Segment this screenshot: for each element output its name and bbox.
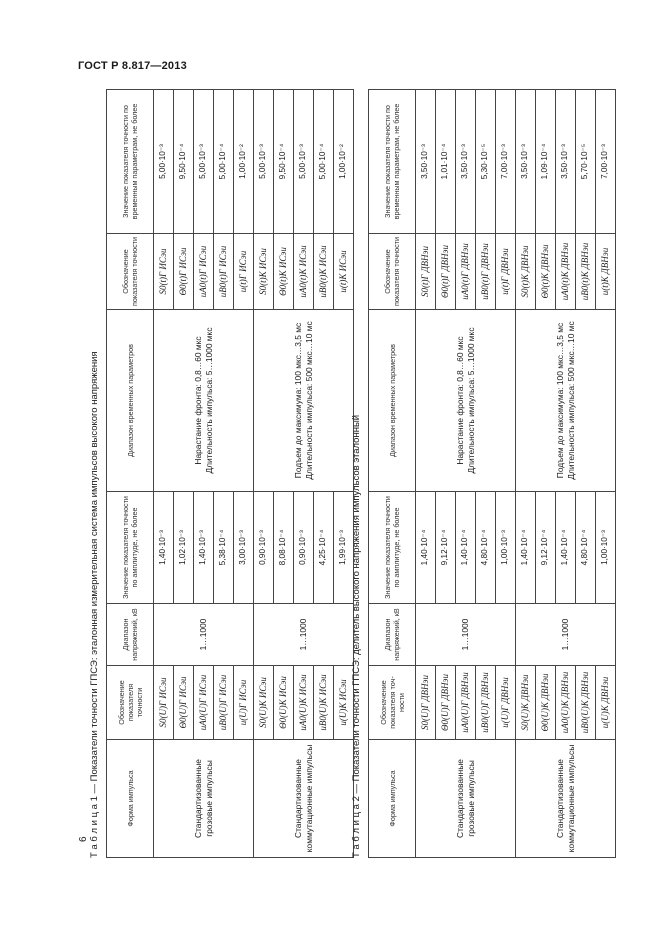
time-value-cell: 9,50·10⁻⁴ [174, 90, 194, 234]
table1-header-indicator: Обозначение показателя точности [107, 666, 154, 740]
table2-header-indicator: Обозначение показателя точ-ности [369, 666, 416, 740]
amplitude-indicator-cell: uB0(U)Г ИСэи [214, 666, 234, 740]
amplitude-value-cell: 4,25·10⁻⁴ [314, 492, 334, 604]
time-range-cell: Подъем до максимума: 100 мкс…3,5 мс Длительность импульса: 500 мкс…10 мс [254, 310, 354, 492]
time-indicator-cell: u(t)К ДВНэи [596, 234, 616, 310]
time-indicator-cell: S0(t)Г ДВНэи [416, 234, 436, 310]
amplitude-value-cell: 9,12·10⁻⁴ [536, 492, 556, 604]
time-value-cell: 5,00·10⁻³ [194, 90, 214, 234]
amplitude-indicator-cell: u(U)Г ИСэи [234, 666, 254, 740]
amplitude-value-cell: 1,00·10⁻³ [596, 492, 616, 604]
time-indicator-cell: uA0(t)К ИСэи [294, 234, 314, 310]
amplitude-indicator-cell: S0(U)К ДВНэи [516, 666, 536, 740]
time-value-cell: 5,30·10⁻⁵ [476, 90, 496, 234]
amplitude-indicator-cell: uA0(U)К ИСэи [294, 666, 314, 740]
time-value-cell: 7,00·10⁻³ [496, 90, 516, 234]
amplitude-indicator-cell: uA0(U)К ДВНэи [556, 666, 576, 740]
amplitude-value-cell: 0,90·10⁻³ [254, 492, 274, 604]
amplitude-value-cell: 1,40·10⁻³ [154, 492, 174, 604]
time-indicator-cell: Θ0(t)Г ДВНэи [436, 234, 456, 310]
table2 [368, 89, 616, 858]
table1-block [88, 90, 354, 858]
table1-header-time-value: Значение показателя точности по временным параметрам, не более [107, 90, 154, 234]
amplitude-value-cell: 1,40·10⁻⁴ [456, 492, 476, 604]
amplitude-indicator-cell: u(U)К ИСэи [334, 666, 354, 740]
amplitude-indicator-cell: Θ0(U)Г ДВНэи [436, 666, 456, 740]
time-range-cell: Нарастание фронта: 0,8…60 мкс Длительность импульса: 5…1000 мкс [416, 310, 516, 492]
table1-header-time-indicator: Обозначение показателя точности [107, 234, 154, 310]
amplitude-indicator-cell: u(U)Г ДВНэи [496, 666, 516, 740]
time-value-cell: 3,50·10⁻³ [556, 90, 576, 234]
amplitude-indicator-cell: S0(U)Г ДВНэи [416, 666, 436, 740]
amplitude-indicator-cell: uB0(U)К ДВНэи [576, 666, 596, 740]
table2-caption: Т а б л и ц а 2 — Показатели точности ГПСЭ: делитель высокого напряжения импульсов эталонный [351, 414, 362, 858]
time-indicator-cell: u(t)Г ДВНэи [496, 234, 516, 310]
time-indicator-cell: Θ0(t)К ДВНэи [536, 234, 556, 310]
table2-header-time-value: Значение показателя точности по временным параметрам, не более [369, 90, 416, 234]
amplitude-value-cell: 9,12·10⁻⁴ [436, 492, 456, 604]
document-header: ГОСТ Р 8.817—2013 [78, 60, 187, 72]
time-value-cell: 9,50·10⁻⁴ [274, 90, 294, 234]
time-value-cell: 1,00·10⁻² [334, 90, 354, 234]
table-row [516, 90, 536, 858]
voltage-range-cell: 1…1000 [516, 604, 616, 666]
time-value-cell: 3,50·10⁻³ [416, 90, 436, 234]
time-indicator-cell: uA0(t)К ДВНэи [556, 234, 576, 310]
time-value-cell: 1,00·10⁻² [234, 90, 254, 234]
amplitude-indicator-cell: S0(U)К ИСэи [254, 666, 274, 740]
time-value-cell: 5,70·10⁻⁵ [576, 90, 596, 234]
time-value-cell: 5,00·10⁻⁴ [214, 90, 234, 234]
time-indicator-cell: uB0(t)Г ДВНэи [476, 234, 496, 310]
time-indicator-cell: uA0(t)Г ИСэи [194, 234, 214, 310]
table2-header-row [369, 90, 416, 858]
time-value-cell: 7,00·10⁻³ [596, 90, 616, 234]
pulse-form-cell: Стандартизованные грозовые импульсы [154, 740, 254, 858]
time-value-cell: 5,00·10⁻³ [154, 90, 174, 234]
amplitude-indicator-cell: S0(U)Г ИСэи [154, 666, 174, 740]
voltage-range-cell: 1…1000 [154, 604, 254, 666]
amplitude-value-cell: 1,40·10⁻⁴ [556, 492, 576, 604]
table2-header-voltage-range: Диапазон напряжений, кВ [369, 604, 416, 666]
time-indicator-cell: u(t)Г ИСэи [234, 234, 254, 310]
amplitude-value-cell: 1,02·10⁻³ [174, 492, 194, 604]
amplitude-value-cell: 4,80·10⁻⁴ [476, 492, 496, 604]
table-row [416, 90, 436, 858]
amplitude-value-cell: 1,99·10⁻³ [334, 492, 354, 604]
table1-header-voltage-range: Диапазон напряжений, кВ [107, 604, 154, 666]
table2-header-amplitude-value: Значение показателя точности по амплитуде, не более [369, 492, 416, 604]
table1-header-form: Форма импульса [107, 740, 154, 858]
time-indicator-cell: Θ0(t)К ИСэи [274, 234, 294, 310]
amplitude-indicator-cell: uA0(U)Г ДВНэи [456, 666, 476, 740]
amplitude-value-cell: 8,08·10⁻⁴ [274, 492, 294, 604]
amplitude-indicator-cell: uB0(U)Г ДВНэи [476, 666, 496, 740]
voltage-range-cell: 1…1000 [254, 604, 354, 666]
time-indicator-cell: uB0(t)Г ИСэи [214, 234, 234, 310]
time-value-cell: 5,00·10⁻³ [254, 90, 274, 234]
amplitude-value-cell: 1,40·10⁻⁴ [516, 492, 536, 604]
amplitude-indicator-cell: Θ0(U)К ИСэи [274, 666, 294, 740]
time-range-cell: Подъем до максимума: 100 мкс…3,5 мс Длительность импульса: 500 мкс…10 мс [516, 310, 616, 492]
table-row [154, 90, 174, 858]
page-number: 6 [78, 836, 89, 842]
table2-header-time-range: Диапазон временных параметров [369, 310, 416, 492]
time-value-cell: 1,01·10⁻⁴ [436, 90, 456, 234]
time-value-cell: 5,00·10⁻³ [294, 90, 314, 234]
time-indicator-cell: uA0(t)Г ДВНэи [456, 234, 476, 310]
time-range-cell: Нарастание фронта: 0,8…60 мкс Длительность импульса: 5…1000 мкс [154, 310, 254, 492]
pulse-form-cell: Стандартизованные грозовые импульсы [416, 740, 516, 858]
time-value-cell: 1,09·10⁻⁴ [536, 90, 556, 234]
table2-block [350, 90, 616, 858]
amplitude-indicator-cell: u(U)К ДВНэи [596, 666, 616, 740]
table1-header-amplitude-value: Значение показателя точности по амплитуде, не более [107, 492, 154, 604]
table1-caption: Т а б л и ц а 1 — Показатели точности ГПСЭ: эталонная измерительная система импульсов высокого напряжения [89, 351, 100, 858]
amplitude-value-cell: 5,38·10⁻⁴ [214, 492, 234, 604]
time-value-cell: 5,00·10⁻⁴ [314, 90, 334, 234]
time-indicator-cell: S0(t)К ИСэи [254, 234, 274, 310]
amplitude-indicator-cell: uA0(U)Г ИСэи [194, 666, 214, 740]
table2-header-form: Форма импульса [369, 740, 416, 858]
pulse-form-cell: Стандартизованные коммутационные импульсы [516, 740, 616, 858]
voltage-range-cell: 1…1000 [416, 604, 516, 666]
time-indicator-cell: uB0(t)К ИСэи [314, 234, 334, 310]
amplitude-value-cell: 1,40·10⁻³ [194, 492, 214, 604]
time-indicator-cell: S0(t)К ДВНэи [516, 234, 536, 310]
time-value-cell: 3,50·10⁻³ [516, 90, 536, 234]
amplitude-value-cell: 1,00·10⁻³ [496, 492, 516, 604]
amplitude-value-cell: 0,90·10⁻³ [294, 492, 314, 604]
time-indicator-cell: uB0(t)К ДВНэи [576, 234, 596, 310]
table-row [254, 90, 274, 858]
pulse-form-cell: Стандартизованные коммутационные импульсы [254, 740, 354, 858]
table1-header-row [107, 90, 154, 858]
amplitude-indicator-cell: uB0(U)К ИСэи [314, 666, 334, 740]
amplitude-indicator-cell: Θ0(U)К ДВНэи [536, 666, 556, 740]
amplitude-value-cell: 4,80·10⁻⁴ [576, 492, 596, 604]
time-indicator-cell: S0(t)Г ИСэи [154, 234, 174, 310]
table1 [106, 89, 354, 858]
time-value-cell: 3,50·10⁻³ [456, 90, 476, 234]
amplitude-indicator-cell: Θ0(U)Г ИСэи [174, 666, 194, 740]
table1-header-time-range: Диапазон временных параметров [107, 310, 154, 492]
time-indicator-cell: u(t)К ИСэи [334, 234, 354, 310]
table2-header-time-indicator: Обозначение показателя точности [369, 234, 416, 310]
time-indicator-cell: Θ0(t)Г ИСэи [174, 234, 194, 310]
amplitude-value-cell: 1,40·10⁻⁴ [416, 492, 436, 604]
amplitude-value-cell: 3,00·10⁻³ [234, 492, 254, 604]
